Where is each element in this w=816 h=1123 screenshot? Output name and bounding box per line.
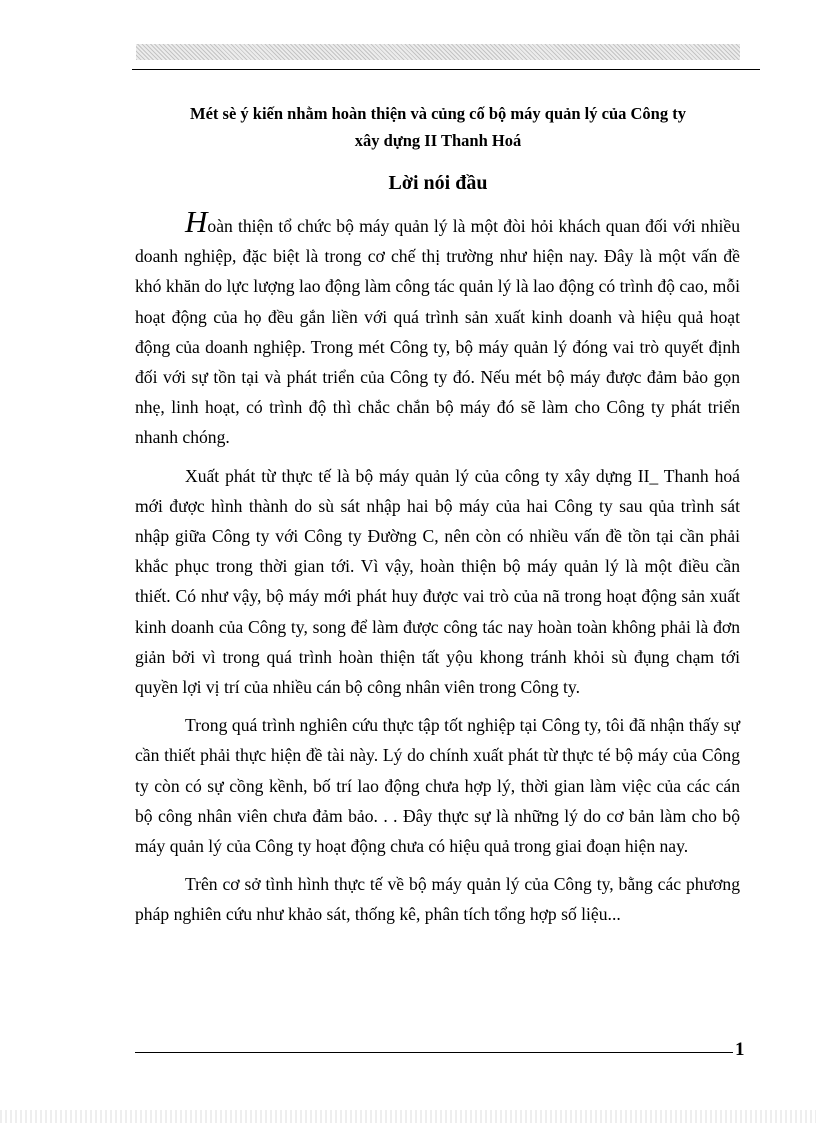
paragraph-1 (135, 204, 740, 453)
paragraph-4: Trên cơ sở tình hình thực tế về bộ máy quản lý của Công ty, bằng các phương pháp nghiên cứu như khảo sát, thống kê, phân tích tổng hợp số liệu... (135, 874, 740, 925)
footer-rule (135, 1052, 733, 1053)
paragraph-1-text: oàn thiện tổ chức bộ máy quản lý là một đòi hỏi khách quan đối với nhiều doanh nghiệp, đặc biệt là trong cơ chế thị trường như hiện nay. Đây là một vấn đề khó khăn do lực lượng lao động làm công tác quản lý là lao động có trình độ cao, mỗi hoạt động của họ đều gắn liền với quá trình sản xuất kinh doanh và hiệu quả hoạt động của doanh nghiệp. Trong mét Công ty, bộ máy quản lý đóng vai trò quyết định đối với sự tồn tại và phát triển của Công ty đó. Nếu mét bộ máy được đảm bảo gọn nhẹ, linh hoạt, có trình độ thì chắc chắn bộ máy đó sẽ làm cho Công ty phát triển nhanh chóng. (135, 216, 740, 448)
page-bottom-pattern (0, 1110, 816, 1123)
document-title (120, 100, 756, 154)
section-heading: Lời nói đầu (388, 172, 488, 194)
body-text (135, 204, 740, 938)
header-rule (132, 69, 760, 70)
paragraph-3: Trong quá trình nghiên cứu thực tập tốt nghiệp tại Công ty, tôi đã nhận thấy sự cần thiết phải thực hiện đề tài này. Lý do chính xuất phát từ thực té bộ máy của Công ty còn có sự cồng kềnh, bố trí lao động chưa hợp lý, thời gian làm việc của các cán bộ công nhân viên chưa đảm bảo. . . Đây thực sự là những lý do cơ bản làm cho bộ máy quản lý của Công ty hoạt động chưa có hiệu quả trong giai đoạn hiện nay. (135, 715, 740, 857)
title-line-2: xây dựng II Thanh Hoá (354, 131, 522, 150)
title-line-1: Mét sè ý kiến nhằm hoàn thiện và củng cố bộ máy quản lý của Công ty (190, 104, 686, 123)
drop-cap: H (185, 204, 208, 239)
paragraph-2: Xuất phát từ thực tế là bộ máy quản lý của công ty xây dựng II_ Thanh hoá mới được hình thành do sù sát nhập hai bộ máy của hai Công ty sau qủa trình sát nhập giữa Công ty với Công ty Đường C, nên còn có nhiều vấn đề tồn tại cần phải khắc phục trong thời gian tới. Vì vậy, hoàn thiện bộ máy quản lý là một điều cần thiết. Có như vậy, bộ máy mới phát huy được vai trò của nã trong hoạt động sản xuất kinh doanh của Công ty, song để làm được công tác nay hoàn toàn không phải là đơn giản bởi vì trong quá trình hoàn thiện tất yộu khong tránh khỏi sù đụng chạm tới quyền lợi vị trí của nhiều cán bộ công nhân viên trong Công ty. (135, 465, 740, 698)
page-number: 1 (735, 1039, 745, 1060)
page-header-pattern (136, 44, 740, 60)
